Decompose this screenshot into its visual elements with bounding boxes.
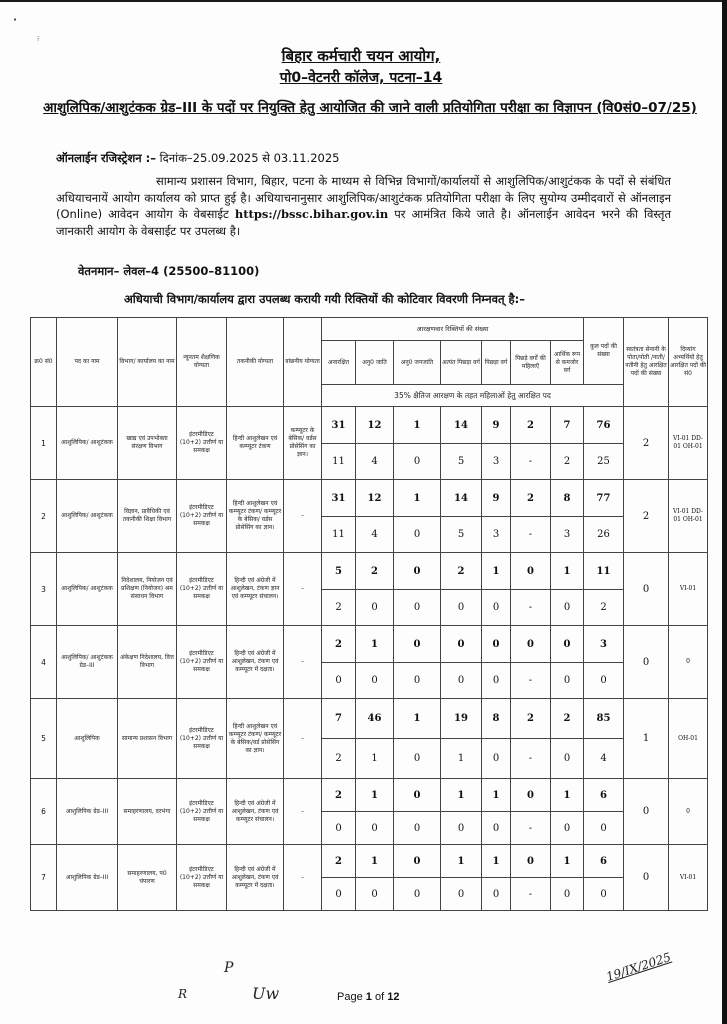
- cell-edu: इंटरमीडिएट (10+2) उत्तीर्ण या समकक्ष: [177, 553, 227, 626]
- table-row: [31, 553, 708, 590]
- cell-pwd: VI-01: [669, 845, 708, 911]
- cell-vacancy: 2: [511, 699, 551, 739]
- cell-sno: 4: [31, 626, 57, 699]
- cell-vacancy: 0: [511, 626, 551, 663]
- cell-vacancy: 2: [322, 626, 356, 663]
- cell-freedom-fighter: 0: [624, 626, 669, 699]
- advert-title: आशुलिपिक/आशुटंकक ग्रेड–III के पदों पर नियुक्ति हेतु आयोजित की जाने वाली प्रतियोगिता परीक्षा का विज्ञापन (वि0सं0–07/25): [43, 100, 697, 116]
- cell-post: आशुलिपिक/ आशुटंकक: [57, 553, 118, 626]
- cell-tech: हिन्दी एवं अंग्रेजी में आशुलेखन, टंकण ज्ञान एवं कम्प्यूटर संचालन।: [227, 553, 284, 626]
- table-title: अधियाची विभाग/कार्यालय द्वारा उपलब्ध करायी गयी रिक्तियों की कोटिवार विवरणी निम्नवत् है:–: [124, 292, 525, 306]
- cell-dept: समाहरणालय, प0 चंपारण: [118, 845, 177, 911]
- cell-freedom-fighter: 2: [624, 407, 669, 480]
- cell-women-vacancy: 2: [584, 590, 624, 626]
- cell-desirable: –: [284, 779, 322, 845]
- cell-women-vacancy: 0: [322, 663, 356, 699]
- cell-vacancy: 6: [584, 779, 624, 812]
- cell-vacancy: 5: [322, 553, 356, 590]
- cell-vacancy: 2: [322, 779, 356, 812]
- cell-women-vacancy: 3: [482, 517, 511, 553]
- cell-vacancy: 1: [356, 626, 394, 663]
- scan-mark: •: [13, 16, 18, 24]
- cell-women-vacancy: 1: [356, 739, 394, 779]
- cell-vacancy: 0: [441, 626, 482, 663]
- handwritten-signature: Uw: [252, 984, 280, 1003]
- intro-paragraph: [56, 173, 671, 239]
- cell-desirable: –: [284, 480, 322, 553]
- cell-women-vacancy: 0: [584, 812, 624, 845]
- cell-post: आशुलिपिक ग्रेड–III: [57, 779, 118, 845]
- registration-line: [56, 151, 339, 166]
- cell-vacancy: 2: [511, 407, 551, 444]
- cell-women-vacancy: -: [511, 878, 551, 911]
- cell-vacancy: 1: [482, 553, 511, 590]
- cell-desirable: कम्प्यूटर के बेसिक/ वर्डस प्रोसेसिंग का ज्ञान।: [284, 407, 322, 480]
- cell-tech: हिन्दी एवं अंग्रेजी में आशुलेखन, टंकण एवं कम्प्यूटर संचालन।: [227, 779, 284, 845]
- cell-pwd: VI-01: [669, 553, 708, 626]
- table-row: [31, 480, 708, 517]
- cell-vacancy: 0: [482, 626, 511, 663]
- cell-pwd: OH-01: [669, 699, 708, 779]
- cell-vacancy: 1: [551, 779, 584, 812]
- cell-women-vacancy: 0: [394, 739, 441, 779]
- header-bc: पिछड़ा वर्ग: [482, 341, 511, 385]
- cell-women-vacancy: 1: [441, 739, 482, 779]
- header-ews: आर्थिक रूप से कमजोर वर्ग: [551, 341, 584, 385]
- cell-vacancy: 14: [441, 407, 482, 444]
- header-ebc: अत्यंत पिछड़ा वर्ग: [441, 341, 482, 385]
- handwritten-initial: P: [224, 960, 234, 976]
- cell-vacancy: 11: [584, 553, 624, 590]
- table-row: [31, 699, 708, 739]
- cell-freedom-fighter: 0: [624, 779, 669, 845]
- cell-vacancy: 2: [322, 845, 356, 878]
- cell-vacancy: 1: [356, 845, 394, 878]
- cell-vacancy: 3: [584, 626, 624, 663]
- cell-vacancy: 0: [511, 779, 551, 812]
- cell-women-vacancy: 0: [394, 878, 441, 911]
- cell-women-vacancy: 0: [441, 663, 482, 699]
- website-link[interactable]: https://bssc.bihar.gov.in: [234, 207, 389, 221]
- header-sno: क्र0 सं0: [31, 318, 57, 407]
- cell-vacancy: 8: [482, 699, 511, 739]
- cell-tech: हिन्दी आशुलेखन एवं कम्प्यूटर टंकण/ कम्प्यूटर के बेसिक/ वर्डस प्रोसेसिंग का ज्ञान।: [227, 480, 284, 553]
- cell-sno: 6: [31, 779, 57, 845]
- header-women-note: 35% क्षैतिज आरक्षण के तहत महिलाओं हेतु आरक्षित पद: [322, 385, 624, 407]
- cell-vacancy: 1: [482, 779, 511, 812]
- scan-mark: ⁝: [37, 35, 40, 43]
- header-pwd: दिव्यांग अभ्यर्थियों हेतु आरक्षित पदों की सं0: [669, 318, 708, 407]
- cell-tech: हिन्दी एवं अंग्रेजी में आशुलेखन, टंकण एवं कम्प्यूटर में दक्षता।: [227, 626, 284, 699]
- header-bc-women: पिछड़े वर्गों की महिलाएँ: [511, 341, 551, 385]
- cell-vacancy: 1: [482, 845, 511, 878]
- cell-vacancy: 0: [394, 626, 441, 663]
- cell-women-vacancy: 0: [394, 812, 441, 845]
- cell-vacancy: 1: [441, 779, 482, 812]
- header-unreserved: अनारक्षित: [322, 341, 356, 385]
- scan-edge: [722, 0, 727, 1024]
- cell-vacancy: 1: [356, 779, 394, 812]
- cell-women-vacancy: 26: [584, 517, 624, 553]
- document-page: [0, 2, 722, 1024]
- cell-women-vacancy: 11: [322, 444, 356, 480]
- cell-sno: 3: [31, 553, 57, 626]
- cell-pwd: 0: [669, 779, 708, 845]
- cell-edu: इंटरमीडिएट (10+2) उत्तीर्ण या समकक्ष: [177, 845, 227, 911]
- cell-vacancy: 0: [394, 779, 441, 812]
- registration-label: ऑनलाईन रजिस्ट्रेशन :–: [56, 151, 156, 165]
- cell-women-vacancy: 0: [551, 812, 584, 845]
- cell-women-vacancy: 0: [356, 663, 394, 699]
- table-row: [31, 407, 708, 444]
- cell-women-vacancy: -: [511, 663, 551, 699]
- cell-tech: हिन्दी एवं अंग्रेजी में आशुलेखन, टंकण एवं कम्प्यूटर में दक्षता।: [227, 845, 284, 911]
- cell-women-vacancy: 0: [441, 590, 482, 626]
- cell-vacancy: 6: [584, 845, 624, 878]
- cell-women-vacancy: 0: [356, 812, 394, 845]
- cell-women-vacancy: 0: [482, 663, 511, 699]
- cell-vacancy: 7: [551, 407, 584, 444]
- cell-women-vacancy: 0: [441, 812, 482, 845]
- cell-vacancy: 1: [441, 845, 482, 878]
- cell-desirable: –: [284, 699, 322, 779]
- org-name: बिहार कर्मचारी चयन आयोग,: [281, 47, 441, 65]
- cell-women-vacancy: 0: [394, 517, 441, 553]
- cell-vacancy: 31: [322, 480, 356, 517]
- cell-vacancy: 12: [356, 480, 394, 517]
- cell-tech: हिन्दी आशुलेखन एवं कम्प्यूटर टंकण: [227, 407, 284, 480]
- cell-vacancy: 85: [584, 699, 624, 739]
- cell-desirable: –: [284, 626, 322, 699]
- cell-women-vacancy: 5: [441, 444, 482, 480]
- cell-vacancy: 31: [322, 407, 356, 444]
- cell-vacancy: 1: [551, 553, 584, 590]
- header-tech: तकनीकी योग्यता: [227, 318, 284, 407]
- cell-freedom-fighter: 1: [624, 699, 669, 779]
- header-edu: न्यूनतम शैक्षणिक योग्यता: [177, 318, 227, 407]
- cell-women-vacancy: 0: [482, 878, 511, 911]
- cell-women-vacancy: 0: [394, 444, 441, 480]
- cell-post: आशुलिपिक/ आशुटंकक: [57, 407, 118, 480]
- table-row: [31, 626, 708, 663]
- cell-dept: विज्ञान, प्रावैधिकी एवं तकनीकी शिक्षा विभाग: [118, 480, 177, 553]
- cell-women-vacancy: 0: [551, 739, 584, 779]
- cell-women-vacancy: -: [511, 444, 551, 480]
- table-row: [31, 845, 708, 878]
- cell-women-vacancy: 0: [584, 663, 624, 699]
- cell-vacancy: 8: [551, 480, 584, 517]
- cell-edu: इंटरमीडिएट (10+2) उत्तीर्ण या समकक्ष: [177, 480, 227, 553]
- cell-pwd: VI-01 DD-01 OH-01: [669, 480, 708, 553]
- cell-freedom-fighter: 0: [624, 553, 669, 626]
- cell-women-vacancy: 0: [551, 878, 584, 911]
- org-address: पो0–वेटनरी कॉलेज, पटना–14: [279, 70, 443, 86]
- cell-vacancy: 7: [322, 699, 356, 739]
- cell-women-vacancy: 0: [394, 663, 441, 699]
- header-dept: विभाग/ कार्यालय का नाम: [118, 318, 177, 407]
- cell-vacancy: 9: [482, 480, 511, 517]
- intro-text-2: पर आमंत्रित किये जाते है। ऑनलाईन आवेदन भरने की विस्तृत जानकारी आयोग के वेबसाईट पर उपलब्ध है।: [56, 207, 672, 238]
- cell-post: आशुलिपिक/ आशुटंकक ग्रेड–III: [57, 626, 118, 699]
- cell-vacancy: 76: [584, 407, 624, 444]
- cell-vacancy: 1: [394, 407, 441, 444]
- cell-women-vacancy: 2: [322, 590, 356, 626]
- cell-dept: समाहरणालय, दरभंगा: [118, 779, 177, 845]
- cell-women-vacancy: 0: [394, 590, 441, 626]
- cell-pwd: VI-01 DD-01 OH-01: [669, 407, 708, 480]
- cell-vacancy: 77: [584, 480, 624, 517]
- cell-vacancy: 0: [511, 845, 551, 878]
- handwritten-initial: R: [178, 987, 188, 1001]
- cell-women-vacancy: 0: [482, 739, 511, 779]
- cell-desirable: –: [284, 845, 322, 911]
- cell-vacancy: 14: [441, 480, 482, 517]
- cell-edu: इंटरमीडिएट (10+2) उत्तीर्ण या समकक्ष: [177, 699, 227, 779]
- cell-edu: इंटरमीडिएट (10+2) उत्तीर्ण या समकक्ष: [177, 779, 227, 845]
- header-reservation-group: आरक्षणवार रिक्तियों की संख्या: [322, 318, 584, 341]
- intro-text-1: सामान्य प्रशासन विभाग, बिहार, पटना के माध्यम से विभिन्न विभागों/कार्यालयों से आशुलिपिक/आशुटंकक के पदों से संबंधित अधियाचनायें आयोग कार्यालय को प्राप्त हुई है। अधियाचनानुसार आशुलिपिक/आशुटंकक प्रतियोगिता परीक्षा के लिए सुयोग्य उम्मीदवारों से ऑनलाइन (Online) आवेदन आयोग के वेबसाईट: [56, 174, 671, 221]
- cell-edu: इंटरमीडिएट (10+2) उत्तीर्ण या समकक्ष: [177, 626, 227, 699]
- page-number: Page 1 of 12: [337, 991, 400, 1003]
- cell-post: आशुलिपिक ग्रेड–III: [57, 845, 118, 911]
- cell-women-vacancy: 0: [482, 812, 511, 845]
- cell-vacancy: 1: [394, 480, 441, 517]
- cell-women-vacancy: -: [511, 590, 551, 626]
- cell-dept: निदेशालय, नियोजन एवं प्रशिक्षण (नियोजन) श्रम संसाधन विभाग: [118, 553, 177, 626]
- cell-desirable: –: [284, 553, 322, 626]
- vacancy-table: [30, 317, 708, 911]
- cell-dept: सामान्य प्रशासन विभाग: [118, 699, 177, 779]
- cell-women-vacancy: 5: [441, 517, 482, 553]
- cell-vacancy: 19: [441, 699, 482, 739]
- cell-tech: हिन्दी आशुलेखन एवं कम्प्यूटर टंकण/ कम्प्यूटर के बेसिक/वर्ड प्रोसेसिंग का ज्ञान।: [227, 699, 284, 779]
- cell-women-vacancy: 3: [551, 517, 584, 553]
- cell-vacancy: 0: [511, 553, 551, 590]
- cell-sno: 5: [31, 699, 57, 779]
- header-total: कुल पदों की संख्या: [584, 318, 624, 385]
- cell-vacancy: 12: [356, 407, 394, 444]
- cell-sno: 7: [31, 845, 57, 911]
- cell-women-vacancy: 3: [482, 444, 511, 480]
- cell-vacancy: 2: [356, 553, 394, 590]
- cell-pwd: 0: [669, 626, 708, 699]
- handwritten-date: 19/IX/2025: [604, 949, 673, 985]
- cell-vacancy: 46: [356, 699, 394, 739]
- cell-vacancy: 1: [394, 699, 441, 739]
- cell-women-vacancy: 0: [482, 590, 511, 626]
- cell-women-vacancy: -: [511, 517, 551, 553]
- header-post: पद का नाम: [57, 318, 118, 407]
- registration-dates: दिनांक–25.09.2025 से 03.11.2025: [159, 151, 340, 165]
- cell-dept: खाद्य एवं उपभोक्ता संरक्षण विभाग: [118, 407, 177, 480]
- cell-women-vacancy: 4: [356, 517, 394, 553]
- cell-dept: अंकेक्षण निदेशालय, वित्त विभाग: [118, 626, 177, 699]
- cell-women-vacancy: 0: [441, 878, 482, 911]
- cell-women-vacancy: 0: [356, 878, 394, 911]
- cell-women-vacancy: 0: [322, 878, 356, 911]
- cell-vacancy: 2: [551, 699, 584, 739]
- table-row: [31, 779, 708, 812]
- cell-vacancy: 0: [551, 626, 584, 663]
- header-desirable: वांछनीय योग्यता: [284, 318, 322, 407]
- cell-vacancy: 2: [441, 553, 482, 590]
- cell-women-vacancy: 11: [322, 517, 356, 553]
- cell-vacancy: 0: [394, 553, 441, 590]
- cell-vacancy: 9: [482, 407, 511, 444]
- cell-post: आशुलिपिक: [57, 699, 118, 779]
- header-sc: अनु0 जाति: [356, 341, 394, 385]
- page-current: 1: [365, 991, 372, 1003]
- cell-vacancy: 1: [551, 845, 584, 878]
- cell-women-vacancy: -: [511, 812, 551, 845]
- cell-women-vacancy: 0: [551, 663, 584, 699]
- cell-women-vacancy: 0: [356, 590, 394, 626]
- cell-women-vacancy: 0: [322, 812, 356, 845]
- cell-vacancy: 0: [394, 845, 441, 878]
- page-total: 12: [387, 991, 400, 1003]
- cell-edu: इंटरमीडिएट (10+2) उत्तीर्ण या समकक्ष: [177, 407, 227, 480]
- cell-sno: 2: [31, 480, 57, 553]
- cell-freedom-fighter: 2: [624, 480, 669, 553]
- cell-women-vacancy: -: [511, 739, 551, 779]
- cell-women-vacancy: 4: [356, 444, 394, 480]
- cell-women-vacancy: 0: [551, 590, 584, 626]
- header-freedom-fighter: स्वतंत्रता सेनानी के पोता/पोती /नाती/ नतीनी हेतु आरक्षित पदों की संख्या: [624, 318, 669, 407]
- cell-women-vacancy: 25: [584, 444, 624, 480]
- cell-post: आशुलिपिक/ आशुटंकक: [57, 480, 118, 553]
- pay-scale: वेतनमान– लेवल–4 (25500–81100): [78, 264, 260, 278]
- cell-sno: 1: [31, 407, 57, 480]
- cell-women-vacancy: 4: [584, 739, 624, 779]
- cell-vacancy: 2: [511, 480, 551, 517]
- cell-women-vacancy: 0: [584, 878, 624, 911]
- cell-women-vacancy: 2: [551, 444, 584, 480]
- cell-women-vacancy: 2: [322, 739, 356, 779]
- cell-freedom-fighter: 0: [624, 845, 669, 911]
- header-st: अनु0 जनजाति: [394, 341, 441, 385]
